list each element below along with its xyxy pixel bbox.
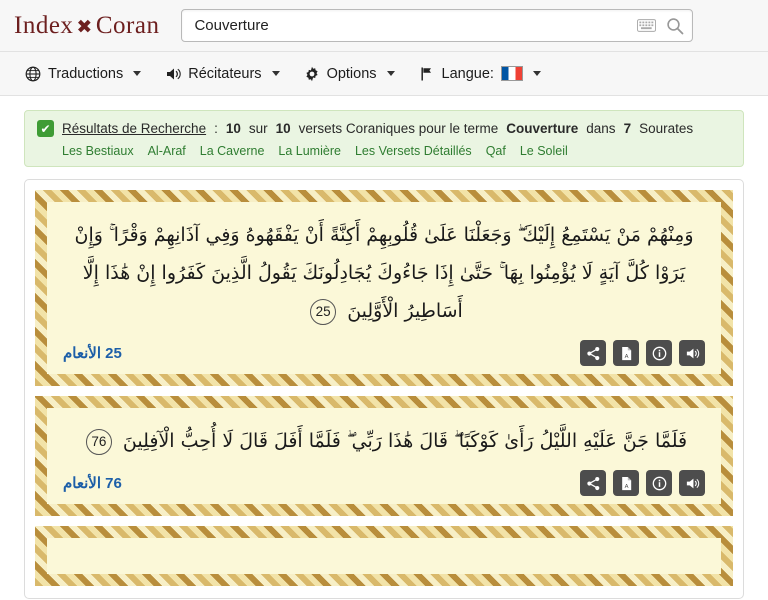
verse-surah-name: الأنعام	[63, 345, 101, 362]
menu-item-langue[interactable]	[410, 61, 550, 87]
search-bar[interactable]	[181, 9, 693, 42]
search-results-summary	[37, 120, 731, 137]
verse-card-footer	[63, 470, 705, 496]
menu-item-langue-label: Langue:	[441, 65, 494, 82]
sourate-link-2[interactable]: La Caverne	[199, 144, 265, 158]
globe-icon	[25, 66, 41, 82]
chevron-down-icon	[387, 71, 395, 76]
chevron-down-icon	[533, 71, 541, 76]
app-header	[0, 0, 768, 52]
search-results-banner	[24, 110, 744, 167]
verse-surah-name: الأنعام	[63, 475, 101, 492]
menu-item-recitateurs-label: Récitateurs	[188, 65, 262, 82]
verse-actions	[580, 340, 705, 366]
results-sourates-word: Sourates	[639, 121, 694, 136]
sourate-link-0[interactable]: Les Bestiaux	[62, 144, 134, 158]
audio-icon[interactable]	[679, 470, 705, 496]
results-colon: :	[214, 121, 218, 136]
info-icon[interactable]	[646, 340, 672, 366]
verse-arabic-text	[63, 422, 705, 460]
share-icon[interactable]	[580, 340, 606, 366]
verse-actions	[580, 470, 705, 496]
sourate-link-4[interactable]: Les Versets Détaillés	[354, 144, 472, 158]
svg-text:A: A	[624, 353, 628, 360]
verse-card	[35, 526, 733, 586]
gear-icon	[304, 66, 320, 82]
info-icon[interactable]	[646, 470, 672, 496]
flag-france-icon	[501, 66, 523, 81]
menu-item-traductions-label: Traductions	[48, 65, 124, 82]
main-menu-bar	[0, 52, 768, 96]
search-icon[interactable]	[666, 17, 684, 35]
verse-card-footer	[63, 340, 705, 366]
results-in-word: dans	[586, 121, 616, 136]
verse-reference[interactable]	[63, 474, 122, 492]
menu-item-traductions[interactable]	[16, 61, 150, 87]
check-icon: ✔	[37, 120, 54, 137]
results-count: 10	[225, 121, 241, 136]
chevron-down-icon	[272, 71, 280, 76]
sourate-link-3[interactable]: La Lumière	[278, 144, 341, 158]
results-term: Couverture	[506, 121, 579, 136]
brand-word-1: Index	[14, 11, 74, 39]
sound-icon	[165, 66, 181, 82]
search-input[interactable]	[192, 16, 637, 35]
sourate-link-1[interactable]: Al-Araf	[147, 144, 186, 158]
pdf-icon[interactable]	[613, 340, 639, 366]
sourate-links	[37, 144, 731, 158]
results-total: 10	[275, 121, 291, 136]
star-icon: ✖	[76, 16, 93, 38]
verse-card	[35, 190, 733, 386]
results-label: Résultats de Recherche	[62, 121, 207, 136]
verse-text: وَمِنْهُمْ مَنْ يَسْتَمِعُ إِلَيْكَ ۖ وَجَعَلْنَا عَلَىٰ قُلُوبِهِمْ أَكِنَّةً أَنْ يَفْقَهُوهُ وَفِي آذَانِهِمْ وَقْرًا ۚ وَإِنْ يَرَوْا كُلَّ آيَةٍ لَا يُؤْمِنُوا بِهَا ۚ حَتَّىٰ إِذَا جَاءُوكَ يُجَادِلُونَكَ يَقُولُ الَّذِينَ كَفَرُوا إِنْ هَٰذَا إِلَّا أَسَاطِيرُ الْأَوَّلِينَ	[74, 224, 694, 322]
ayah-number-badge: 25	[310, 299, 336, 325]
menu-item-options-label: Options	[326, 65, 377, 82]
menu-item-options[interactable]	[295, 61, 404, 87]
sourate-link-6[interactable]: Le Soleil	[519, 144, 568, 158]
verse-card	[35, 396, 733, 516]
pdf-icon[interactable]	[613, 470, 639, 496]
verse-arabic-text	[63, 216, 705, 330]
results-verses-word: versets Coraniques pour le terme	[298, 121, 499, 136]
verse-reference[interactable]	[63, 344, 122, 362]
svg-text:A: A	[624, 483, 628, 490]
chevron-down-icon	[133, 71, 141, 76]
verse-reference-number: 76	[105, 475, 122, 492]
verse-results-list	[24, 179, 744, 599]
results-of-word: sur	[248, 121, 268, 136]
keyboard-icon[interactable]	[637, 19, 656, 32]
share-icon[interactable]	[580, 470, 606, 496]
results-sourate-count: 7	[623, 121, 632, 136]
ayah-number-badge: 76	[86, 429, 112, 455]
flag-pole-icon	[419, 66, 435, 82]
sourate-link-5[interactable]: Qaf	[485, 144, 506, 158]
verse-reference-number: 25	[105, 345, 122, 362]
menu-item-recitateurs[interactable]	[156, 61, 288, 87]
audio-icon[interactable]	[679, 340, 705, 366]
verse-text: فَلَمَّا جَنَّ عَلَيْهِ اللَّيْلُ رَأَىٰ كَوْكَبًا ۖ قَالَ هَٰذَا رَبِّي ۖ فَلَمَّا أَفَلَ قَالَ لَا أُحِبُّ الْآفِلِينَ	[122, 430, 688, 452]
brand-word-2: Coran	[95, 11, 160, 39]
brand-logo[interactable]	[14, 12, 159, 40]
